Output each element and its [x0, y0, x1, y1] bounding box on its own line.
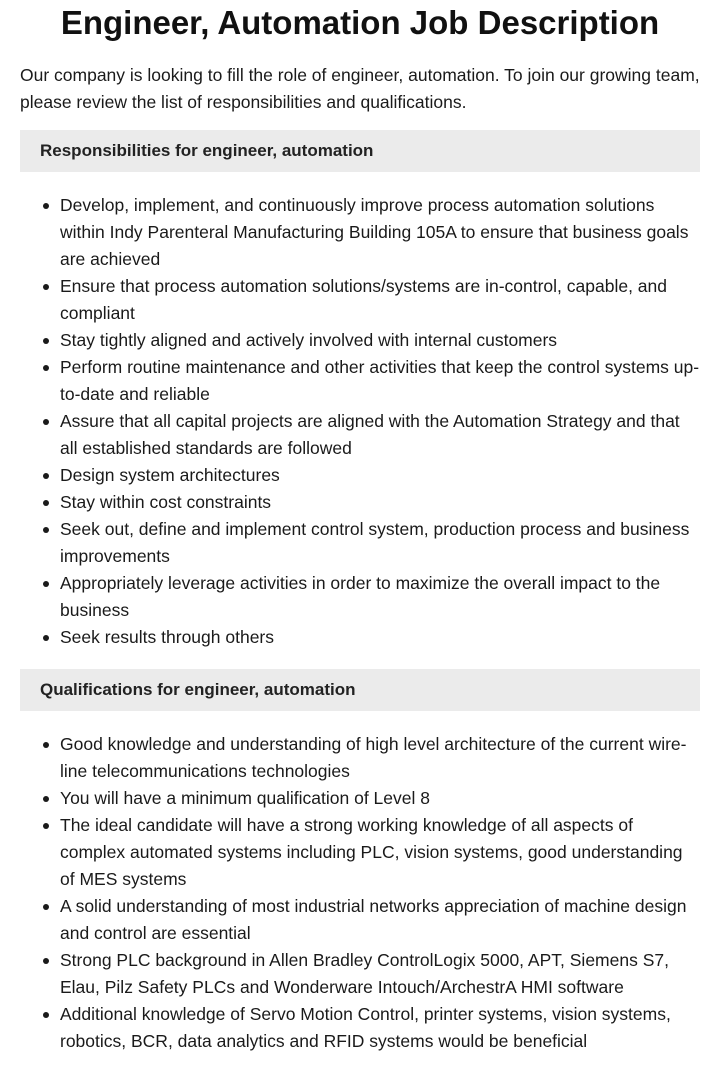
list-item: The ideal candidate will have a strong working knowledge of all aspects of complex automated systems including PLC, vision systems, good understanding of MES systems	[60, 812, 700, 893]
list-item: Assure that all capital projects are aligned with the Automation Strategy and that all established standards are followed	[60, 408, 700, 462]
list-item: Develop, implement, and continuously improve process automation solutions within Indy Parenteral Manufacturing Building 105A to ensure that business goals are achieved	[60, 192, 700, 273]
list-item: Stay within cost constraints	[60, 489, 700, 516]
list-item: Seek results through others	[60, 624, 700, 651]
responsibilities-list	[20, 192, 700, 651]
list-item: Additional knowledge of Servo Motion Control, printer systems, vision systems, robotics, BCR, data analytics and RFID systems would be beneficial	[60, 1001, 700, 1055]
list-item: Design system architectures	[60, 462, 700, 489]
intro-paragraph: Our company is looking to fill the role of engineer, automation. To join our growing team, please review the list of responsibilities and qualifications.	[20, 65, 700, 112]
responsibilities-heading: Responsibilities for engineer, automation	[20, 130, 700, 172]
list-item: A solid understanding of most industrial networks appreciation of machine design and control are essential	[60, 893, 700, 947]
qualifications-list	[20, 731, 700, 1055]
list-item: Stay tightly aligned and actively involved with internal customers	[60, 327, 700, 354]
list-item: Good knowledge and understanding of high level architecture of the current wire-line telecommunications technologies	[60, 731, 700, 785]
list-item: Strong PLC background in Allen Bradley ControlLogix 5000, APT, Siemens S7, Elau, Pilz Safety PLCs and Wonderware Intouch/ArchestrA HMI software	[60, 947, 700, 1001]
list-item: Seek out, define and implement control system, production process and business improvements	[60, 516, 700, 570]
list-item: Ensure that process automation solutions/systems are in-control, capable, and compliant	[60, 273, 700, 327]
page-title: Engineer, Automation Job Description	[60, 4, 660, 41]
list-item: Perform routine maintenance and other activities that keep the control systems up-to-date and reliable	[60, 354, 700, 408]
list-item: You will have a minimum qualification of Level 8	[60, 785, 700, 812]
qualifications-heading: Qualifications for engineer, automation	[20, 669, 700, 711]
list-item: Appropriately leverage activities in order to maximize the overall impact to the business	[60, 570, 700, 624]
